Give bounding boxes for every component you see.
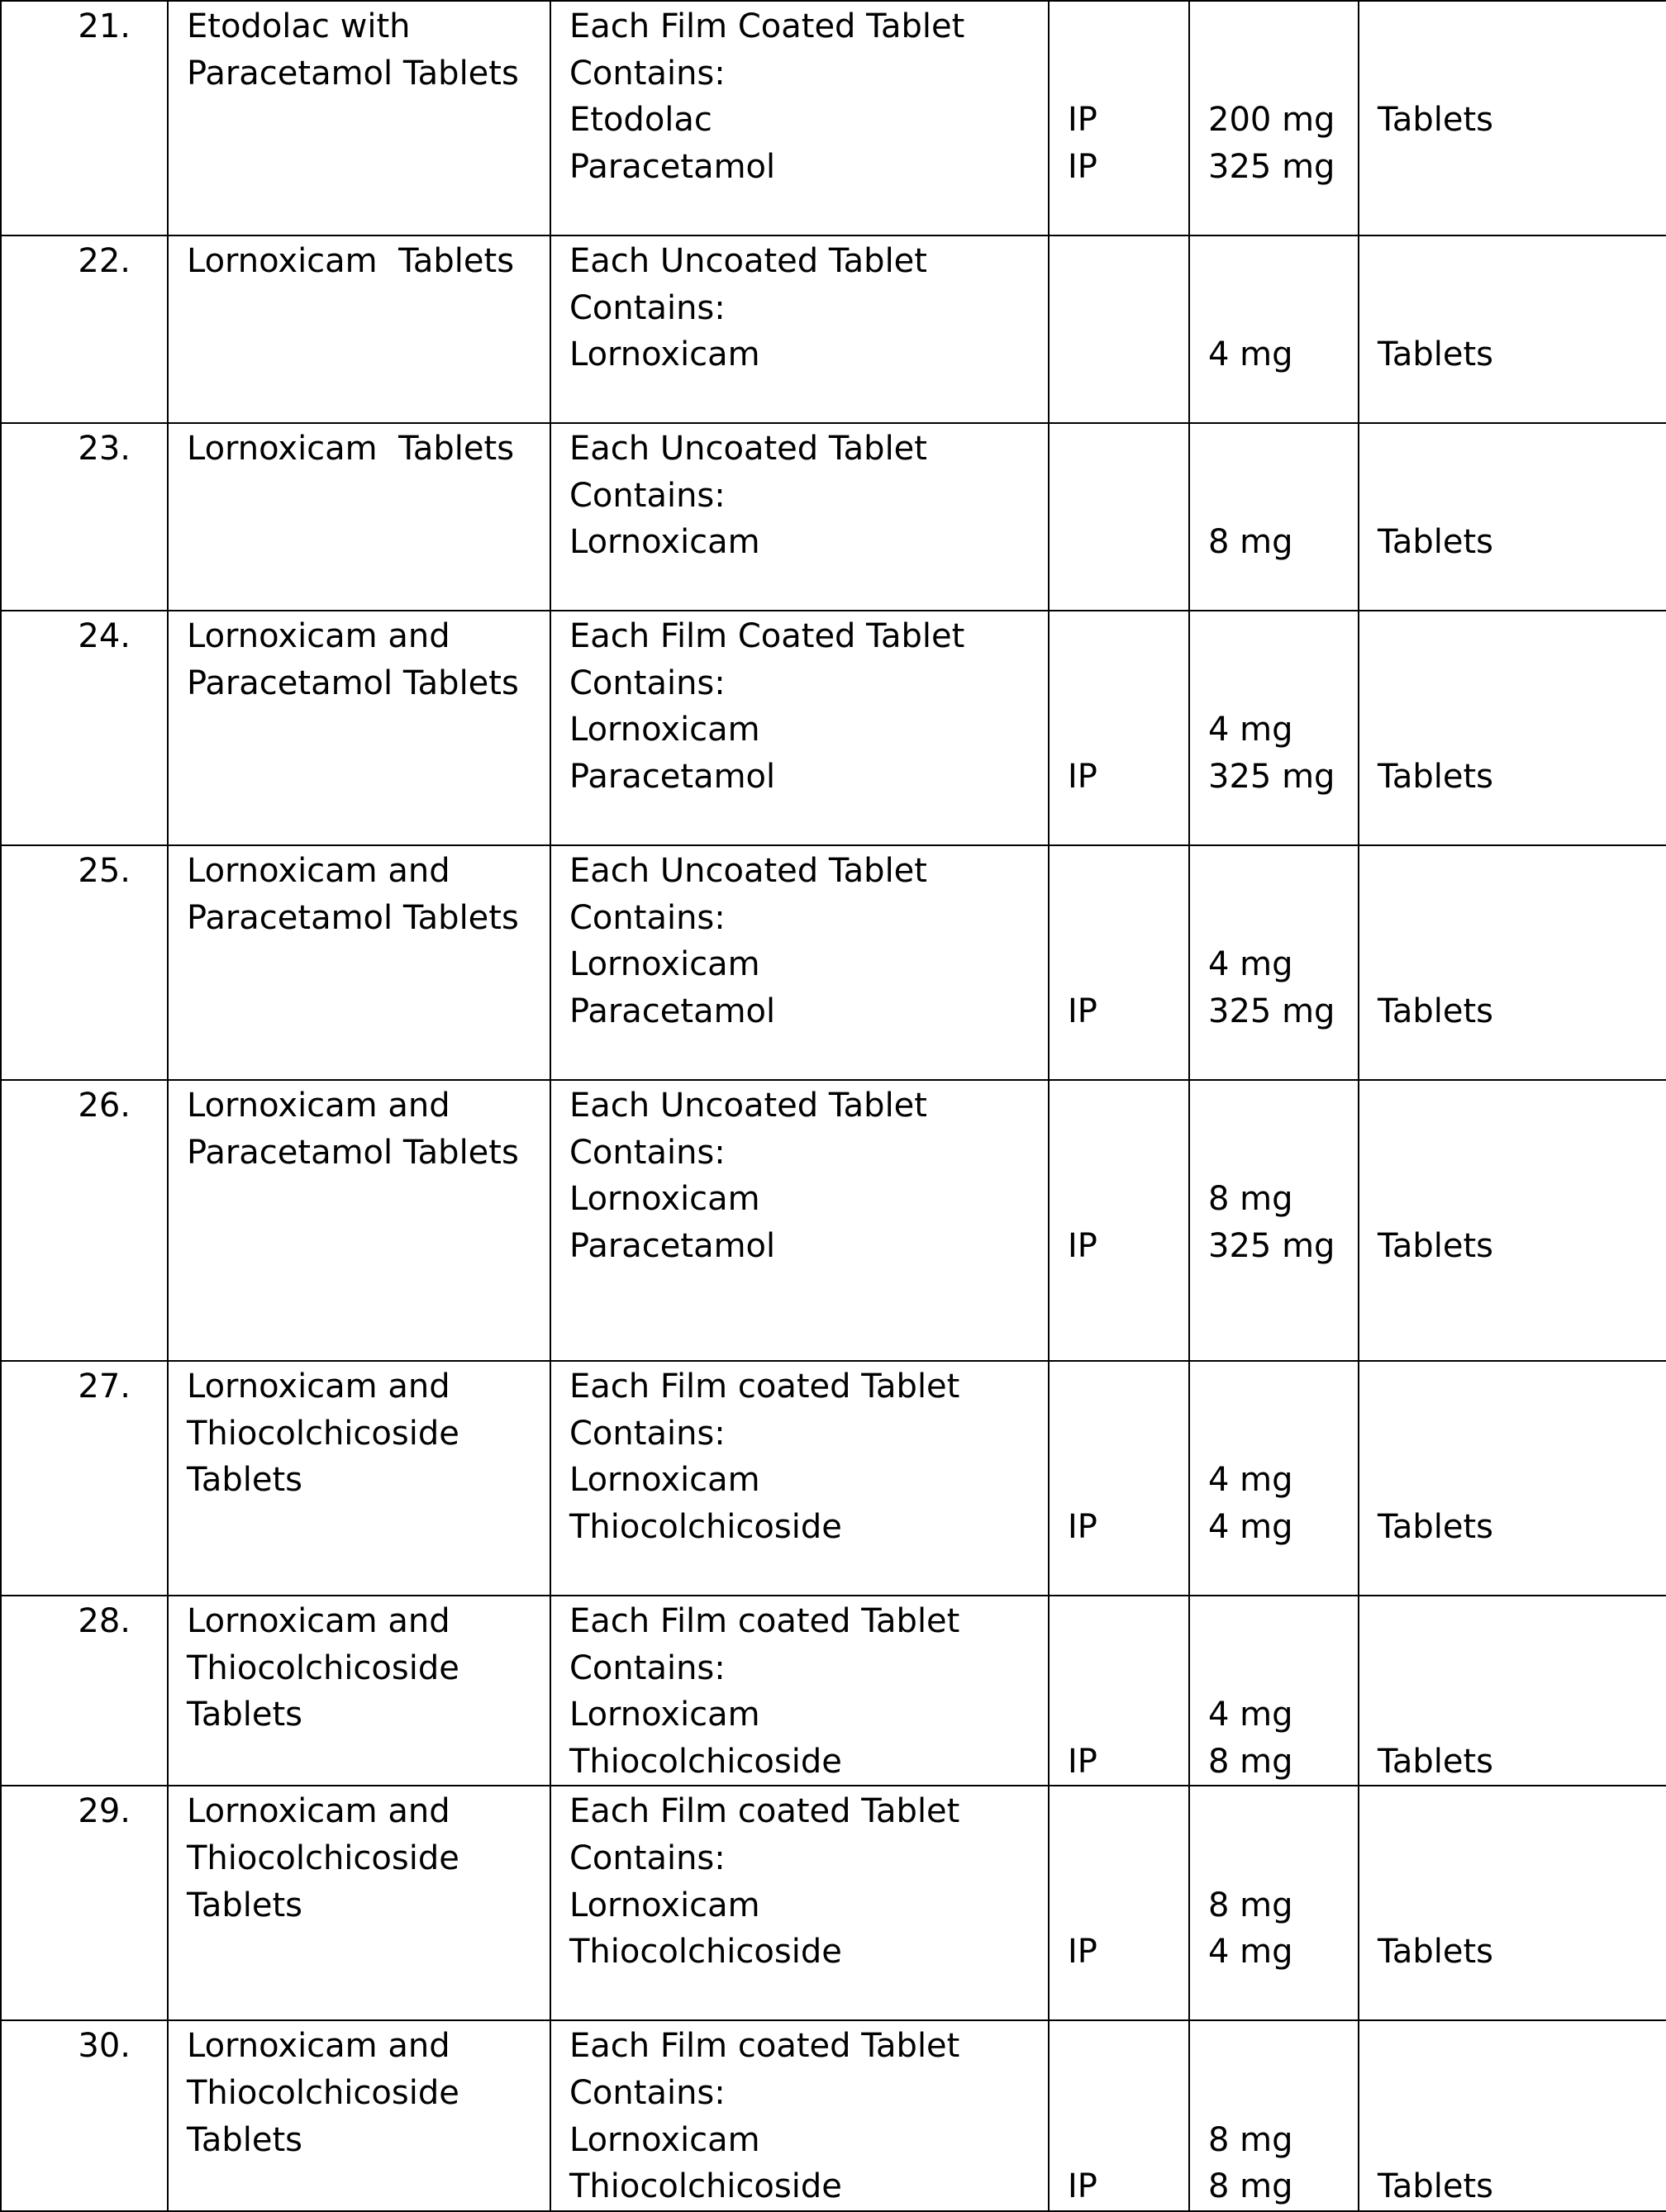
standard-cell (1049, 1596, 1189, 1786)
strength-line (1208, 2070, 1358, 2117)
strength-line (1208, 50, 1358, 98)
dosage-form-line (1378, 1835, 1666, 1882)
strength-line (1208, 1598, 1358, 1645)
standard-line: IP (1068, 1507, 1097, 1546)
strength-line (1208, 426, 1358, 473)
strength-line (1208, 285, 1358, 332)
serial-number: 24. (78, 617, 131, 655)
table-row (1, 2020, 1666, 2210)
product-name-cell (168, 1786, 550, 2020)
product-name-line: Lornoxicam and (187, 1368, 450, 1406)
product-name-line: Lornoxicam Tablets (187, 430, 515, 468)
strength-line (1208, 1130, 1358, 1177)
composition-line: Contains: (569, 54, 726, 93)
composition-line: Paracetamol (569, 757, 776, 796)
standard-cell (1049, 235, 1189, 423)
strength-line (1208, 1410, 1358, 1458)
dosage-form-line (1378, 285, 1666, 332)
dosage-form-line: Tablets (1378, 523, 1493, 562)
composition-line: Each Film Coated Tablet (569, 617, 965, 655)
composition-line: Thiocolchicoside (569, 1507, 842, 1546)
composition-line: Lornoxicam (569, 945, 760, 984)
product-name-line: Lornoxicam and (187, 2027, 450, 2066)
composition-line: Etodolac (569, 101, 712, 140)
table-row (1, 235, 1666, 423)
strength-line: 325 mg (1208, 1226, 1335, 1265)
serial-number-cell (1, 1, 168, 235)
composition-cell (550, 2020, 1049, 2210)
strength-line (1208, 1363, 1358, 1410)
standard-line (1068, 1788, 1188, 1835)
composition-line: Each Film coated Tablet (569, 1368, 960, 1406)
serial-number: 28. (78, 1602, 131, 1640)
product-name-line: Lornoxicam and (187, 852, 450, 890)
strength-line: 8 mg (1208, 1742, 1293, 1781)
product-name-cell (168, 235, 550, 423)
composition-line: Each Uncoated Tablet (569, 242, 927, 280)
serial-number-cell (1, 423, 168, 611)
composition-line: Lornoxicam (569, 2120, 760, 2159)
product-name-cell (168, 611, 550, 845)
standard-cell (1049, 1786, 1189, 2020)
standard-line (1068, 660, 1188, 707)
standard-line: IP (1068, 1933, 1097, 1972)
standard-line (1068, 941, 1188, 988)
composition-line: Lornoxicam (569, 1886, 760, 1924)
strength-cell (1189, 845, 1359, 1080)
dosage-form-line: Tablets (1378, 335, 1493, 374)
standard-line (1068, 3, 1188, 50)
composition-line: Lornoxicam (569, 1696, 760, 1734)
table-row (1, 423, 1666, 611)
composition-line: Contains: (569, 664, 726, 702)
standard-cell (1049, 845, 1189, 1080)
serial-number: 26. (78, 1087, 131, 1125)
standard-line (1068, 1410, 1188, 1458)
strength-cell (1189, 1786, 1359, 2020)
standard-line (1068, 1082, 1188, 1130)
strength-line: 4 mg (1208, 711, 1293, 749)
composition-line: Each Uncoated Tablet (569, 852, 927, 890)
dosage-form-line (1378, 1788, 1666, 1835)
table-row (1, 1361, 1666, 1596)
product-name-cell (168, 1361, 550, 1596)
dosage-form-line: Tablets (1378, 101, 1493, 140)
table-row (1, 845, 1666, 1080)
strength-line (1208, 895, 1358, 942)
standard-line: IP (1068, 992, 1097, 1030)
strength-line (1208, 1645, 1358, 1692)
composition-line: Contains: (569, 1839, 726, 1877)
standard-line (1068, 2023, 1188, 2070)
standard-line (1068, 1176, 1188, 1223)
product-name-line: Tablets (187, 1696, 302, 1734)
dosage-form-line: Tablets (1378, 757, 1493, 796)
dosage-form-cell (1359, 235, 1666, 423)
standard-line: IP (1068, 2167, 1097, 2206)
serial-number-cell (1, 611, 168, 845)
serial-number: 29. (78, 1792, 131, 1831)
strength-line: 4 mg (1208, 1461, 1293, 1500)
table-row (1, 611, 1666, 845)
dosage-form-line (1378, 50, 1666, 98)
standard-line (1068, 848, 1188, 895)
dosage-form-line: Tablets (1378, 992, 1493, 1030)
strength-line: 200 mg (1208, 101, 1335, 140)
composition-cell (550, 1, 1049, 235)
composition-line: Contains: (569, 476, 726, 515)
product-name-line: Tablets (187, 2120, 302, 2159)
standard-line (1068, 1457, 1188, 1504)
serial-number-cell (1, 1361, 168, 1596)
standard-line: IP (1068, 147, 1097, 186)
composition-line: Thiocolchicoside (569, 2167, 842, 2206)
dosage-form-line (1378, 895, 1666, 942)
standard-line (1068, 2117, 1188, 2164)
standard-cell (1049, 1361, 1189, 1596)
composition-line: Contains: (569, 898, 726, 937)
product-name-cell (168, 2020, 550, 2210)
standard-line (1068, 1130, 1188, 1177)
standard-line (1068, 2070, 1188, 2117)
composition-line: Thiocolchicoside (569, 1742, 842, 1781)
strength-line: 8 mg (1208, 523, 1293, 562)
standard-line (1068, 895, 1188, 942)
product-name-line: Lornoxicam Tablets (187, 242, 515, 280)
strength-cell (1189, 1596, 1359, 1786)
standard-cell (1049, 1, 1189, 235)
dosage-form-line: Tablets (1378, 2167, 1493, 2206)
composition-line: Each Film Coated Tablet (569, 7, 965, 45)
composition-cell (550, 1080, 1049, 1361)
composition-line: Lornoxicam (569, 1180, 760, 1219)
standard-line (1068, 1363, 1188, 1410)
strength-line (1208, 660, 1358, 707)
dosage-form-cell (1359, 1, 1666, 235)
composition-line: Lornoxicam (569, 711, 760, 749)
standard-line (1068, 1598, 1188, 1645)
dosage-form-line (1378, 1457, 1666, 1504)
strength-line: 8 mg (1208, 2167, 1293, 2206)
strength-line (1208, 2023, 1358, 2070)
composition-line: Paracetamol (569, 1226, 776, 1265)
strength-line: 325 mg (1208, 757, 1335, 796)
product-name-line: Thiocolchicoside (187, 2073, 459, 2112)
product-name-line: Lornoxicam and (187, 617, 450, 655)
dosage-form-line (1378, 2117, 1666, 2164)
composition-line: Each Film coated Tablet (569, 2027, 960, 2066)
product-name-line: Paracetamol Tablets (187, 898, 519, 937)
dosage-form-cell (1359, 1786, 1666, 2020)
dosage-form-line (1378, 660, 1666, 707)
serial-number-cell (1, 1080, 168, 1361)
strength-cell (1189, 611, 1359, 845)
dosage-form-line (1378, 613, 1666, 660)
product-name-cell (168, 423, 550, 611)
standard-line (1068, 1645, 1188, 1692)
strength-line: 4 mg (1208, 1507, 1293, 1546)
standard-line: IP (1068, 101, 1097, 140)
dosage-form-line (1378, 1645, 1666, 1692)
product-name-line: Paracetamol Tablets (187, 1133, 519, 1172)
composition-line: Lornoxicam (569, 523, 760, 562)
dosage-form-line: Tablets (1378, 1933, 1493, 1972)
standard-cell (1049, 423, 1189, 611)
product-name-line: Lornoxicam and (187, 1792, 450, 1831)
strength-line: 4 mg (1208, 1696, 1293, 1734)
product-name-cell (168, 845, 550, 1080)
serial-number: 27. (78, 1368, 131, 1406)
standard-cell (1049, 1080, 1189, 1361)
composition-line: Lornoxicam (569, 1461, 760, 1500)
strength-cell (1189, 235, 1359, 423)
dosage-form-cell (1359, 2020, 1666, 2210)
standard-line (1068, 613, 1188, 660)
dosage-form-line (1378, 941, 1666, 988)
strength-line (1208, 848, 1358, 895)
strength-line (1208, 1082, 1358, 1130)
strength-line: 8 mg (1208, 1180, 1293, 1219)
dosage-form-line (1378, 706, 1666, 754)
product-name-cell (168, 1, 550, 235)
composition-line: Each Uncoated Tablet (569, 430, 927, 468)
dosage-form-line: Tablets (1378, 1507, 1493, 1546)
dosage-form-line: Tablets (1378, 1742, 1493, 1781)
dosage-form-line (1378, 1598, 1666, 1645)
standard-line: IP (1068, 1226, 1097, 1265)
strength-cell (1189, 1361, 1359, 1596)
serial-number-cell (1, 235, 168, 423)
composition-line: Contains: (569, 2073, 726, 2112)
standard-line (1068, 1691, 1188, 1739)
dosage-form-line (1378, 426, 1666, 473)
table-row (1, 1786, 1666, 2020)
strength-line (1208, 1788, 1358, 1835)
dosage-form-line (1378, 238, 1666, 285)
strength-line (1208, 238, 1358, 285)
product-name-line: Lornoxicam and (187, 1602, 450, 1640)
dosage-form-line (1378, 3, 1666, 50)
strength-line: 325 mg (1208, 992, 1335, 1030)
dosage-form-cell (1359, 611, 1666, 845)
composition-cell (550, 235, 1049, 423)
strength-line: 4 mg (1208, 335, 1293, 374)
serial-number: 25. (78, 852, 131, 890)
strength-cell (1189, 1, 1359, 235)
composition-line: Contains: (569, 1648, 726, 1687)
serial-number-cell (1, 1786, 168, 2020)
serial-number-cell (1, 2020, 168, 2210)
strength-line (1208, 473, 1358, 520)
strength-line: 8 mg (1208, 1886, 1293, 1924)
product-name-line: Etodolac with (187, 7, 411, 45)
dosage-form-cell (1359, 1596, 1666, 1786)
dosage-form-line (1378, 1082, 1666, 1130)
dosage-form-line (1378, 2070, 1666, 2117)
composition-line: Paracetamol (569, 147, 776, 186)
dosage-form-line (1378, 1691, 1666, 1739)
dosage-form-cell (1359, 423, 1666, 611)
standard-line: IP (1068, 1742, 1097, 1781)
serial-number: 21. (78, 7, 131, 45)
strength-line: 8 mg (1208, 2120, 1293, 2159)
composition-cell (550, 1596, 1049, 1786)
strength-line (1208, 613, 1358, 660)
standard-line (1068, 706, 1188, 754)
composition-cell (550, 423, 1049, 611)
product-name-line: Lornoxicam and (187, 1087, 450, 1125)
standard-line: IP (1068, 757, 1097, 796)
dosage-form-cell (1359, 845, 1666, 1080)
dosage-form-line (1378, 2023, 1666, 2070)
composition-line: Thiocolchicoside (569, 1933, 842, 1972)
dosage-form-line (1378, 1130, 1666, 1177)
dosage-form-line (1378, 848, 1666, 895)
composition-cell (550, 845, 1049, 1080)
product-name-line: Tablets (187, 1461, 302, 1500)
strength-line: 325 mg (1208, 147, 1335, 186)
product-name-line: Tablets (187, 1886, 302, 1924)
standard-cell (1049, 2020, 1189, 2210)
composition-line: Contains: (569, 1414, 726, 1453)
product-name-line: Thiocolchicoside (187, 1414, 459, 1453)
composition-line: Lornoxicam (569, 335, 760, 374)
table-row (1, 1080, 1666, 1361)
composition-cell (550, 1361, 1049, 1596)
strength-cell (1189, 2020, 1359, 2210)
standard-line (1068, 1882, 1188, 1929)
dosage-form-line (1378, 473, 1666, 520)
strength-line: 4 mg (1208, 1933, 1293, 1972)
strength-cell (1189, 1080, 1359, 1361)
product-name-line: Thiocolchicoside (187, 1648, 459, 1687)
dosage-form-line: Tablets (1378, 1226, 1493, 1265)
composition-line: Each Uncoated Tablet (569, 1087, 927, 1125)
composition-cell (550, 611, 1049, 845)
serial-number: 23. (78, 430, 131, 468)
dosage-form-line (1378, 1176, 1666, 1223)
composition-line: Each Film coated Tablet (569, 1602, 960, 1640)
strength-line: 4 mg (1208, 945, 1293, 984)
table-row (1, 1596, 1666, 1786)
standard-line (1068, 50, 1188, 98)
product-name-line: Paracetamol Tablets (187, 54, 519, 93)
standard-line (1068, 1835, 1188, 1882)
composition-line: Contains: (569, 1133, 726, 1172)
dosage-form-line (1378, 1363, 1666, 1410)
composition-line: Contains: (569, 288, 726, 327)
dosage-form-line (1378, 1410, 1666, 1458)
serial-number: 22. (78, 242, 131, 280)
composition-line: Paracetamol (569, 992, 776, 1030)
standard-cell (1049, 611, 1189, 845)
composition-cell (550, 1786, 1049, 2020)
strength-line (1208, 3, 1358, 50)
dosage-form-line (1378, 1882, 1666, 1929)
product-name-cell (168, 1080, 550, 1361)
table-row (1, 1, 1666, 235)
product-name-cell (168, 1596, 550, 1786)
strength-line (1208, 1835, 1358, 1882)
strength-cell (1189, 423, 1359, 611)
serial-number: 30. (78, 2027, 131, 2066)
serial-number-cell (1, 845, 168, 1080)
dosage-form-cell (1359, 1080, 1666, 1361)
serial-number-cell (1, 1596, 168, 1786)
product-name-line: Paracetamol Tablets (187, 664, 519, 702)
table-body (1, 1, 1666, 2211)
dosage-form-cell (1359, 1361, 1666, 1596)
product-name-line: Thiocolchicoside (187, 1839, 459, 1877)
composition-line: Each Film coated Tablet (569, 1792, 960, 1831)
